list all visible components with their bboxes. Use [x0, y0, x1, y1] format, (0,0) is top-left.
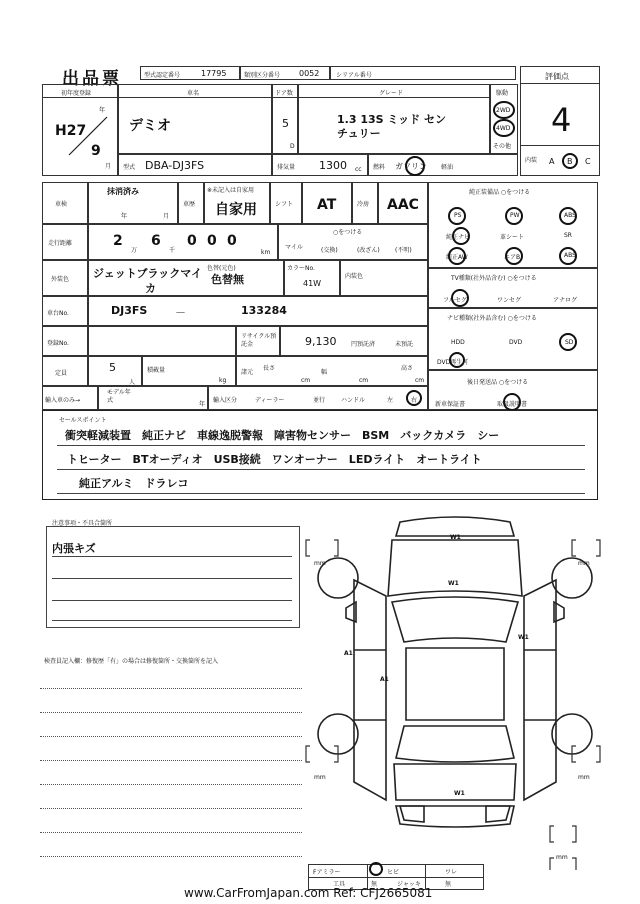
- chassis-prefix: DJ3FS: [111, 304, 148, 317]
- ac-label: 冷房: [357, 201, 370, 208]
- sales-line-2: トヒーター BTオーディオ USB接続 ワンオーナー LEDライト オートライト: [67, 453, 482, 466]
- equipment-title: 純正装備品 ○をつける: [469, 189, 531, 196]
- inner-color-label: 内装色: [345, 273, 364, 280]
- type-no-cell: [140, 66, 240, 80]
- interior-label: 内装: [525, 157, 538, 164]
- chassis-label: 車台No.: [47, 310, 69, 317]
- usage-cell: [204, 182, 270, 224]
- equip-item-5: SR: [564, 232, 572, 239]
- legend-e: ジャッキ: [397, 881, 421, 888]
- regno-cell: [88, 326, 236, 356]
- len-label: 長さ: [263, 365, 276, 372]
- reg-label: 初年度登録: [61, 90, 92, 97]
- ac-cell: [378, 182, 428, 224]
- model-label: 型式: [123, 164, 136, 171]
- import-kind: ディーラー: [255, 397, 285, 404]
- shift-label: シフト: [275, 201, 294, 208]
- interior-b: B: [567, 157, 573, 166]
- color-value: ジェットブラックマイ: [93, 267, 203, 280]
- legend-f-1: 無: [371, 881, 378, 888]
- capacity-label-cell: [42, 356, 88, 386]
- usage-label: 車歴: [183, 201, 196, 208]
- mileage-d5: 0: [207, 233, 217, 249]
- shift-value: AT: [317, 197, 337, 213]
- mileage-d2: 6: [151, 233, 161, 249]
- width-label: 幅: [321, 369, 328, 376]
- score-value: 4: [551, 101, 572, 139]
- type-no-label: 型式認定番号: [144, 72, 181, 79]
- recycle-value: 9,130: [305, 335, 337, 348]
- equip-item-6: 純正AW: [446, 254, 468, 261]
- color-label-cell: [42, 260, 88, 296]
- score-cell: [520, 66, 600, 176]
- tv-item-0: フルセグ: [443, 297, 467, 304]
- legend-d: 工具: [333, 881, 346, 888]
- sales-line-1: 衝突軽減装置 純正ナビ 車線逸脱警報 障害物センサー BSM バックカメラ シー: [65, 429, 500, 442]
- load-cell: [142, 356, 236, 386]
- equip-item-2: ABS: [564, 212, 576, 219]
- mile-label: マイル: [285, 244, 303, 251]
- inspection-label-cell: [42, 182, 88, 224]
- import-label: 輸入車のみ→: [45, 397, 81, 404]
- usage-note: ※未記入は自家用: [207, 187, 255, 194]
- drive-2wd-circle: [493, 101, 515, 119]
- len-unit: cm: [301, 377, 311, 384]
- mileage-d0: 2: [113, 233, 123, 249]
- inspection-month: 月: [163, 213, 170, 220]
- import-label-cell: [42, 386, 98, 410]
- recycle-cell: [280, 326, 428, 356]
- color-code-cell: [284, 260, 340, 296]
- month-unit: 月: [105, 163, 112, 170]
- color-value-2: カ: [145, 282, 156, 295]
- after-item-1: 取扱説明書: [497, 401, 528, 408]
- navi-item-1: DVD: [509, 339, 523, 346]
- chassis-label-cell: [42, 296, 88, 326]
- model-value: DBA-DJ3FS: [145, 159, 205, 172]
- model-cell: [118, 154, 272, 176]
- doors-unit: D: [290, 143, 295, 150]
- color-cell: [88, 260, 284, 296]
- after-title: 後日発送品 ○をつける: [467, 379, 529, 386]
- mark-w1-right: W1: [518, 634, 529, 641]
- mm-3: mm: [314, 774, 326, 781]
- inspection-cell: [88, 182, 178, 224]
- mark-a1-left-edge: A1: [344, 650, 353, 657]
- drive-4wd: 4WD: [496, 125, 511, 132]
- class-no-value: 0052: [299, 69, 320, 78]
- equip-circle-8: [559, 247, 577, 265]
- after-item-0: 新車保証書: [435, 401, 466, 408]
- chassis-no: 133284: [241, 304, 287, 317]
- footer-ref: www.CarFromJapan.com Ref: CFJ2665081: [184, 886, 433, 900]
- reg-year: H27: [55, 123, 87, 139]
- inspection-year: 年: [121, 213, 128, 220]
- regno-label: 登録No.: [47, 340, 69, 347]
- tv-block: [428, 268, 598, 308]
- reg-cell: [42, 84, 118, 176]
- notes-label: 注意事項・不具合箇所: [52, 520, 113, 527]
- km-options-cell: [278, 224, 428, 260]
- mileage-d1: 万: [131, 247, 138, 254]
- handle-right: 右: [411, 397, 418, 404]
- equip-circle-7: [505, 247, 523, 265]
- cc-unit: cc: [355, 166, 362, 173]
- car-name-cell: [118, 84, 272, 154]
- legend-circle: [369, 862, 383, 876]
- shift-label-cell: [270, 182, 302, 224]
- km-opt3: (不明): [395, 247, 412, 254]
- legend-f-2: 無: [445, 881, 452, 888]
- import-kind-label: 輸入区分: [213, 397, 238, 404]
- cc-cell: [272, 154, 368, 176]
- navi-circle-2: [559, 333, 577, 351]
- score-label: 評価点: [545, 72, 569, 81]
- dvd-label: DVD再生可: [437, 359, 469, 366]
- mark-w1-rear: W1: [454, 790, 465, 797]
- color-code-label: カラーNo.: [287, 265, 315, 272]
- inspector-label: 検査員記入欄：修復歴「有」の場合は修復箇所・交換箇所を記入: [44, 658, 219, 665]
- grade-line1: 1.3 13S ミッド セン: [337, 113, 446, 126]
- mileage-label: 走行距離: [48, 240, 73, 247]
- equip-item-0: PS: [454, 212, 462, 219]
- chassis-cell: [88, 296, 428, 326]
- recycle-label: リサイクル預託金: [241, 333, 277, 348]
- color-change-label: 色替(元色): [207, 265, 236, 272]
- tv-item-2: アナログ: [553, 297, 578, 304]
- class-no-label: 類別区分番号: [244, 72, 281, 79]
- handle-label: ハンドル: [341, 397, 366, 404]
- mileage-cell: [88, 224, 278, 260]
- grade-label: グレード: [379, 90, 404, 97]
- doors-cell: [272, 84, 298, 154]
- drive-cell: [490, 84, 518, 154]
- model-year-label: モデル年式: [107, 389, 131, 404]
- sales-line-3: 純正アルミ ドラレコ: [79, 477, 189, 490]
- drive-4wd-circle: [493, 119, 515, 137]
- capacity-value: 5: [109, 361, 116, 374]
- width-unit: cm: [359, 377, 369, 384]
- equip-circle-6: [448, 247, 466, 265]
- recycle-label-cell: [236, 326, 280, 356]
- mileage-d6: 0: [227, 233, 237, 249]
- legend-a: Fアミラー: [313, 869, 341, 876]
- model-year-unit: 年: [199, 401, 206, 408]
- mark-a1-left-door: A1: [380, 676, 389, 683]
- after-block: [428, 370, 598, 410]
- tv-title: TV種類(社外品含む) ○をつける: [451, 275, 537, 282]
- equip-item-4: 革シート: [500, 234, 525, 241]
- usage-label-cell: [178, 182, 204, 224]
- fuel-value: ガソリン: [395, 162, 427, 171]
- color-code: 41W: [303, 279, 322, 288]
- capacity-cell: [88, 356, 142, 386]
- class-no-cell: [240, 66, 330, 80]
- interior-a: A: [549, 157, 555, 166]
- import-kind-cell: [208, 386, 428, 410]
- mile-note: ○をつける: [333, 229, 363, 236]
- tv-circle-0: [451, 289, 469, 307]
- height-unit: cm: [415, 377, 425, 384]
- equip-circle-2: [559, 207, 577, 225]
- car-name-label: 車名: [187, 90, 200, 97]
- mm-5: mm: [556, 854, 568, 861]
- fuel-cell: [368, 154, 518, 176]
- equip-item-1: PW: [510, 212, 520, 219]
- km-opt1: (交換): [321, 247, 338, 254]
- equip-item-3: 純正ナビ: [446, 234, 471, 241]
- usage-value: 自家用: [215, 202, 257, 218]
- year-unit: 年: [99, 107, 106, 114]
- mm-2: mm: [578, 560, 590, 567]
- drive-2wd: 2WD: [496, 107, 511, 114]
- inner-color-cell: [340, 260, 428, 296]
- load-unit: kg: [219, 377, 227, 384]
- parallel: 並行: [313, 397, 326, 404]
- drive-label: 駆動: [496, 90, 509, 97]
- navi-block: [428, 308, 598, 370]
- drive-other: その他: [493, 143, 512, 150]
- model-year-cell: [98, 386, 208, 410]
- interior-b-circle: [562, 153, 578, 169]
- equip-item-8: ABS: [564, 252, 576, 259]
- dims-label: 諸元: [241, 369, 254, 376]
- load-label: 積載量: [147, 367, 166, 374]
- mm-4: mm: [578, 774, 590, 781]
- serial-cell: [330, 66, 516, 80]
- regno-label-cell: [42, 326, 88, 356]
- navi-title: ナビ種類(社外品含む) ○をつける: [447, 315, 537, 322]
- tv-item-1: ワンセグ: [497, 297, 522, 304]
- mileage-label-cell: [42, 224, 88, 260]
- notes-text: 内張キズ: [52, 542, 96, 555]
- cc-value: 1300: [319, 159, 347, 172]
- equip-item-7: エアB: [504, 254, 521, 261]
- capacity-label: 定員: [55, 370, 68, 377]
- mileage-unit: km: [261, 249, 271, 256]
- color-change: 色替無: [211, 273, 244, 286]
- cc-label: 排気量: [277, 164, 296, 171]
- handle-right-circle: [406, 390, 422, 406]
- navi-item-2: SD: [565, 339, 574, 346]
- km-opt2: (改ざん): [357, 247, 380, 254]
- dvd-circle: [449, 352, 465, 368]
- reg-month: 9: [91, 143, 101, 159]
- handle-left: 左: [387, 397, 394, 404]
- height-label: 高さ: [401, 365, 414, 372]
- shift-cell: [302, 182, 352, 224]
- interior-c: C: [585, 157, 591, 166]
- mileage-d4: 0: [187, 233, 197, 249]
- dims-cell: [236, 356, 428, 386]
- recycle-none: 未預託: [395, 341, 414, 348]
- recycle-in: 円預託済: [351, 341, 376, 348]
- doors-label: ドア数: [275, 90, 293, 97]
- fuel-circle: [405, 156, 425, 176]
- equip-circle-0: [448, 207, 466, 225]
- legend-b: ヒビ: [387, 869, 400, 876]
- ac-value: AAC: [387, 197, 419, 213]
- navi-item-0: HDD: [451, 339, 465, 346]
- diesel-label: 軽油: [441, 164, 454, 171]
- color-label: 外装色: [51, 276, 70, 283]
- mark-w1-front: W1: [450, 534, 461, 541]
- sales-label: セールスポイント: [59, 417, 107, 424]
- chassis-dash: －: [175, 306, 186, 319]
- equip-circle-1: [505, 207, 523, 225]
- capacity-unit: 人: [129, 379, 136, 386]
- fuel-label: 燃料: [373, 164, 386, 171]
- grade-cell: [298, 84, 490, 154]
- mileage-d3: 千: [169, 247, 176, 254]
- mm-1: mm: [314, 560, 326, 567]
- sales-points-block: [42, 410, 598, 500]
- equip-circle-3: [452, 227, 470, 245]
- serial-label: シリアル番号: [336, 72, 372, 79]
- doors-value: 5: [282, 117, 289, 130]
- type-no-value: 17795: [201, 69, 227, 78]
- car-damage-diagram: [300, 510, 610, 870]
- after-circle-1: [503, 393, 521, 411]
- car-name: デミオ: [129, 118, 171, 134]
- legend-c: ワレ: [445, 869, 458, 876]
- mark-w1-hood: W1: [448, 580, 459, 587]
- ac-label-cell: [352, 182, 378, 224]
- date-slash: [63, 111, 113, 161]
- inspection-value: 抹消済み: [107, 187, 139, 196]
- inspection-label: 車検: [55, 201, 68, 208]
- page-title: 出品票: [62, 69, 122, 89]
- grade-line2: チュリー: [337, 127, 381, 140]
